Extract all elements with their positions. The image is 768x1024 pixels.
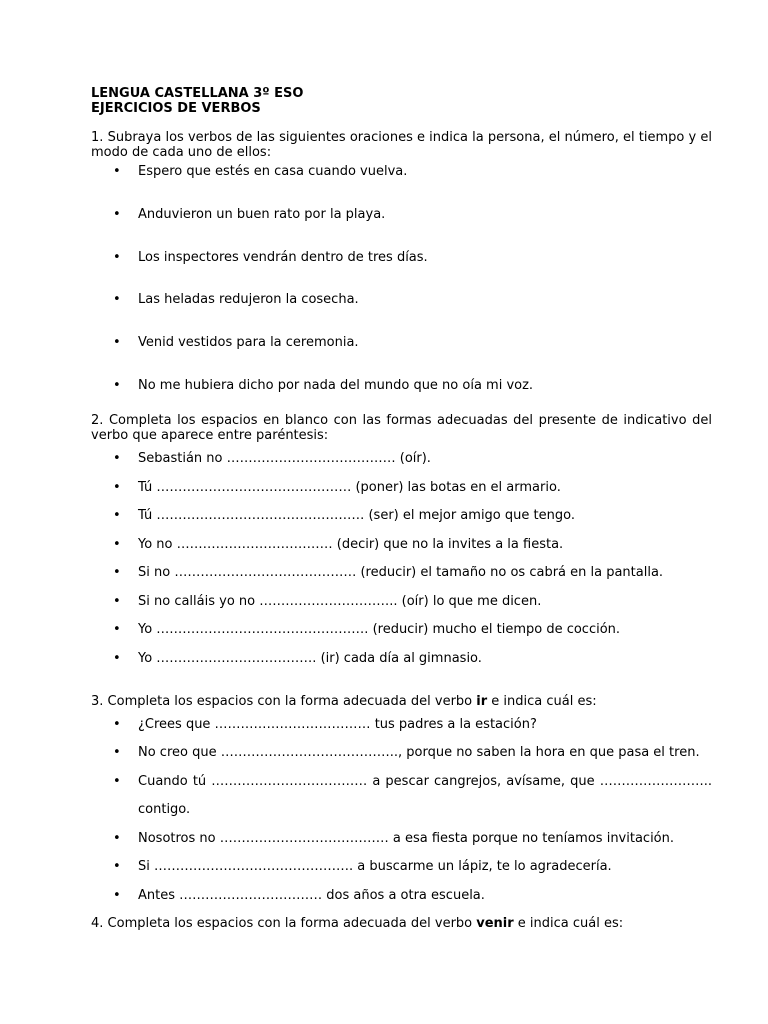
list-item: • Si ………………………………………. a buscarme un lápiz, te lo agradecería. bbox=[113, 859, 612, 874]
bullet-icon: • bbox=[113, 250, 121, 265]
bullet-icon: • bbox=[113, 830, 121, 846]
list-item: • Sebastián no ………………………………… (oír). bbox=[113, 451, 431, 466]
list-item: • Tú ………………………………………… (ser) el mejor amigo que tengo. bbox=[113, 508, 575, 523]
list-item: • Nosotros no ………………………………… a esa fiesta porque no teníamos invitación. bbox=[113, 830, 675, 846]
exercise-3-prompt: 3. Completa los espacios con la forma adecuada del verbo ir e indica cuál es: bbox=[91, 693, 597, 709]
list-item: • Anduvieron un buen rato por la playa. bbox=[113, 207, 386, 222]
list-item: • Las heladas redujeron la cosecha. bbox=[113, 292, 359, 307]
list-item: • Antes …………………………… dos años a otra escuela. bbox=[113, 887, 485, 903]
list-item: • Cuando tú ……………………………… a pescar cangrejos, avísame, que …………………….. contigo. bbox=[113, 773, 712, 817]
bullet-icon: • bbox=[113, 859, 121, 874]
bullet-icon: • bbox=[113, 887, 121, 903]
bullet-icon: • bbox=[113, 479, 121, 495]
list-item: • No me hubiera dicho por nada del mundo que no oía mi voz. bbox=[113, 378, 534, 393]
bullet-icon: • bbox=[113, 716, 121, 732]
bullet-icon: • bbox=[113, 745, 121, 760]
verb-ir: ir bbox=[476, 693, 488, 709]
course-title: LENGUA CASTELLANA 3º ESO bbox=[91, 86, 304, 101]
bullet-icon: • bbox=[113, 773, 121, 789]
list-item: • Espero que estés en casa cuando vuelva. bbox=[113, 164, 408, 179]
exercise-1-prompt: 1. Subraya los verbos de las siguientes oraciones e indica la persona, el número, el tiempo y el modo de cada uno de ellos: bbox=[91, 130, 712, 160]
list-item: • No creo que ………………………………….., porque no saben la hora en que pasa el tren. bbox=[113, 745, 700, 760]
list-item: • Si no …………………………………… (reducir) el tamaño no os cabrá en la pantalla. bbox=[113, 565, 664, 580]
list-item: • Si no calláis yo no ………………………….. (oír) lo que me dicen. bbox=[113, 593, 542, 609]
worksheet-title: EJERCICIOS DE VERBOS bbox=[91, 101, 261, 116]
bullet-icon: • bbox=[113, 292, 121, 307]
list-item: • Yo ………………………………. (ir) cada día al gimnasio. bbox=[113, 650, 482, 666]
bullet-icon: • bbox=[113, 378, 121, 393]
exercise-2-prompt: 2. Completa los espacios en blanco con las formas adecuadas del presente de indicativo del verbo que aparece entre paréntesis: bbox=[91, 413, 712, 443]
bullet-icon: • bbox=[113, 565, 121, 580]
bullet-icon: • bbox=[113, 593, 121, 609]
exercise-4-prompt: 4. Completa los espacios con la forma adecuada del verbo venir e indica cuál es: bbox=[91, 915, 624, 931]
bullet-icon: • bbox=[113, 536, 121, 552]
verb-venir: venir bbox=[476, 915, 514, 931]
bullet-icon: • bbox=[113, 508, 121, 523]
list-item: • Yo …………………………………………. (reducir) mucho el tiempo de cocción. bbox=[113, 622, 621, 637]
exercise-2-list bbox=[91, 451, 712, 666]
exercise-3-list bbox=[91, 717, 712, 903]
list-item: • Yo no ……………………………… (decir) que no la invites a la fiesta. bbox=[113, 536, 564, 552]
bullet-icon: • bbox=[113, 622, 121, 637]
list-item: • Venid vestidos para la ceremonia. bbox=[113, 335, 359, 350]
worksheet-page bbox=[91, 86, 712, 931]
list-item: • ¿Crees que ……………………………… tus padres a la estación? bbox=[113, 716, 537, 732]
bullet-icon: • bbox=[113, 164, 121, 179]
exercise-1-list bbox=[91, 164, 712, 393]
list-item: • Tú ……………………………………… (poner) las botas en el armario. bbox=[113, 479, 561, 495]
bullet-icon: • bbox=[113, 207, 121, 222]
bullet-icon: • bbox=[113, 451, 121, 466]
list-item: • Los inspectores vendrán dentro de tres días. bbox=[113, 250, 428, 265]
bullet-icon: • bbox=[113, 335, 121, 350]
bullet-icon: • bbox=[113, 650, 121, 666]
